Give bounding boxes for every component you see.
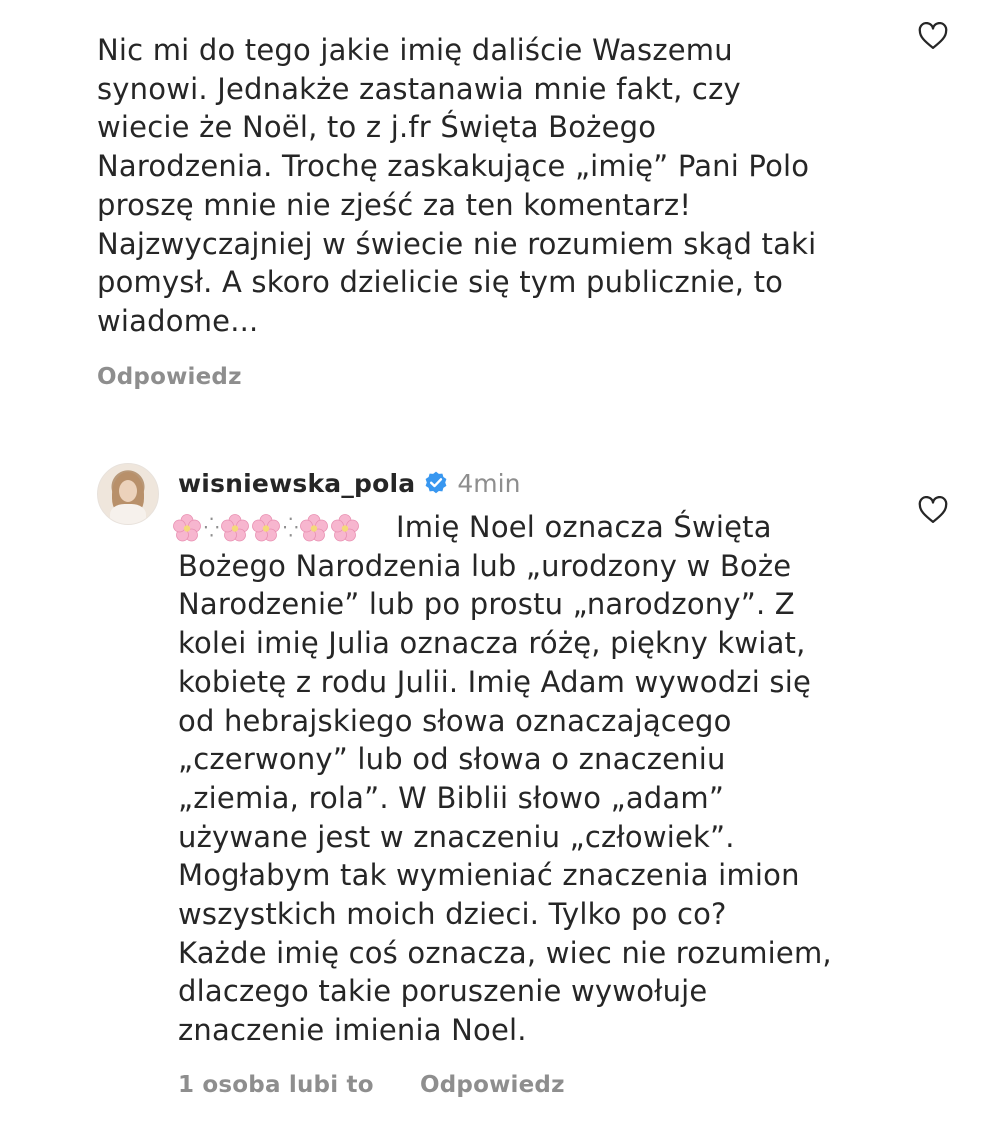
reply-button[interactable]: Odpowiedz [97, 364, 242, 390]
comment-header [178, 463, 520, 503]
emoji-prefix: ⁛ ⁛ [172, 510, 361, 546]
likes-count-link[interactable]: 1 osoba lubi to [178, 1072, 374, 1098]
username-link[interactable]: wisniewska_pola [178, 468, 416, 498]
comment-timestamp: 4min [457, 468, 521, 498]
reply-button[interactable]: Odpowiedz [420, 1072, 565, 1098]
verified-badge-icon [423, 470, 449, 496]
comment-text: Nic mi do tego jakie imię daliście Waszemu synowi. Jednakże zastanawia mnie fakt, czy wiecie że Noël, to z j.fr Święta Bożego Narodzenia. Trochę zaskakujące „imię” Pani Polo proszę mnie nie zjeść za ten komentarz! Najzwyczajniej w świecie nie rozumiem skąd taki pomysł. A skoro dzielicie się tym publicznie, to wiadome... [97, 33, 817, 338]
heart-outline-icon[interactable] [918, 22, 948, 50]
avatar[interactable] [97, 463, 159, 525]
heart-outline-icon[interactable] [918, 496, 948, 524]
comment-text: Imię Noel oznacza Święta Bożego Narodzenia lub „urodzony w Boże Narodzenie” lub po prostu „narodzony”. Z kolei imię Julia oznacza różę, piękny kwiat, kobietę z rodu Julii. Imię Adam wywodzi się od hebrajskiego słowa oznaczającego „czerwony” lub od słowa o znaczeniu „ziemia, rola”. W Biblii słowo „adam” używane jest w znaczeniu „człowiek”. Mogłabym tak wymieniać znaczenia imion wszystkich moich dzieci. Tylko po co? Każde imię coś oznacza, wiec nie rozumiem, dlaczego takie poruszenie wywołuje znaczenie imienia Noel. [178, 510, 832, 1048]
